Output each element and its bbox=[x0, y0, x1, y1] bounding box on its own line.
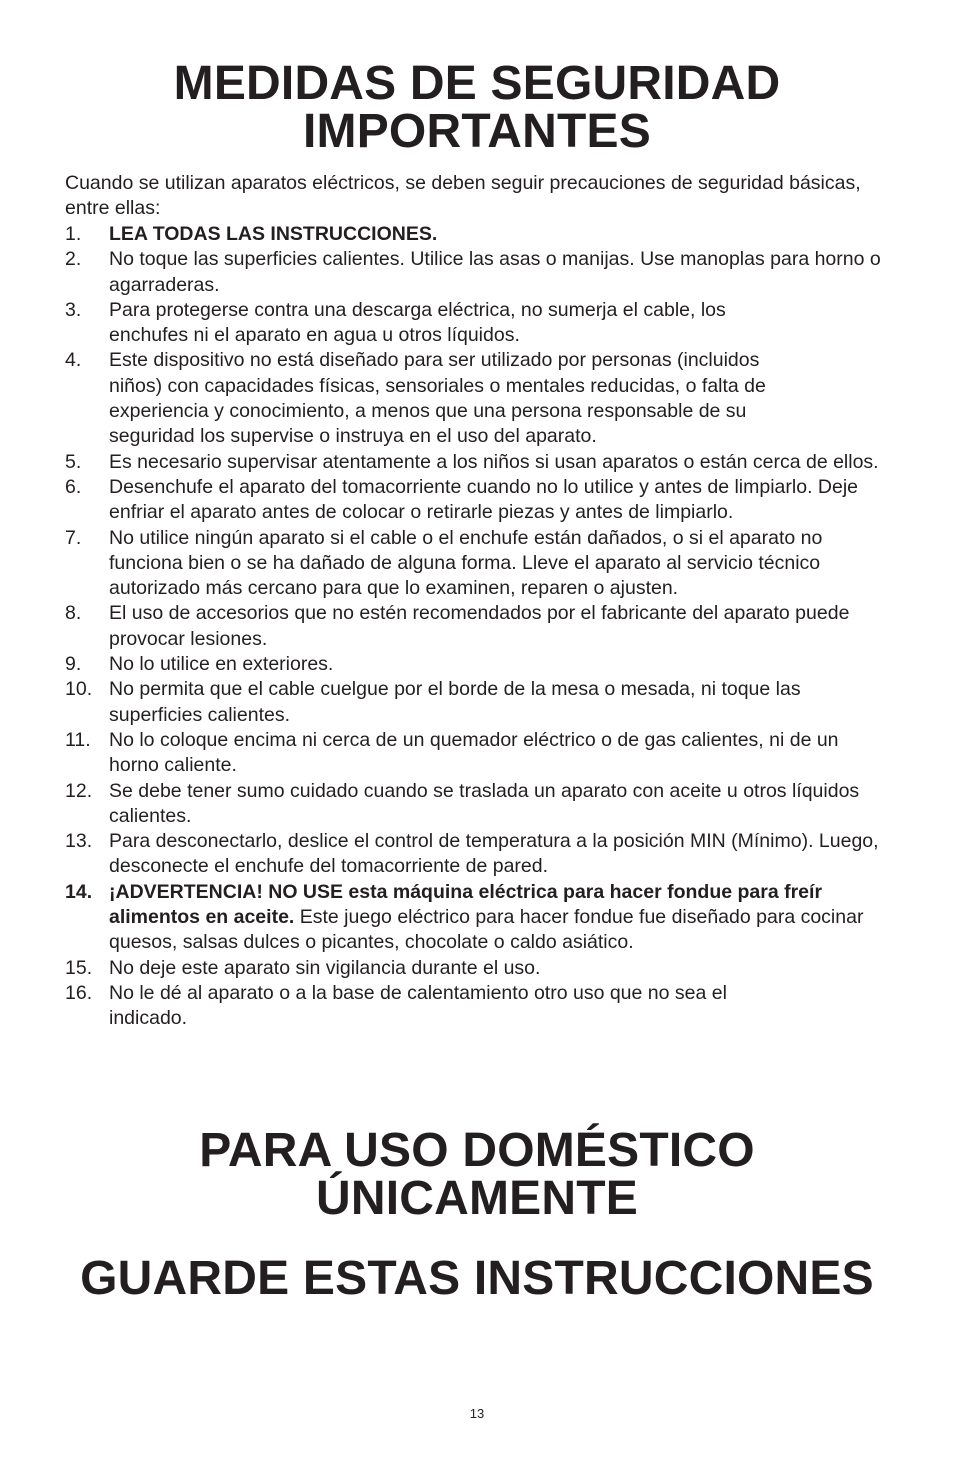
list-item bbox=[65, 222, 895, 247]
list-item bbox=[65, 298, 895, 349]
page-title-line-1: MEDIDAS DE SEGURIDAD bbox=[173, 57, 781, 110]
item-number: 16. bbox=[65, 981, 93, 1004]
list-item bbox=[65, 981, 895, 1032]
page-title-line-2: IMPORTANTES bbox=[303, 105, 651, 158]
item-number: 2. bbox=[65, 248, 82, 271]
item-number: 12. bbox=[65, 779, 93, 802]
home-use-heading bbox=[0, 1124, 954, 1225]
list-item bbox=[65, 450, 895, 475]
item-text: Se debe tener sumo cuidado cuando se traslada un aparato con aceite u otros líquidos calientes. bbox=[109, 779, 860, 827]
item-bold-text: LEA TODAS LAS INSTRUCCIONES. bbox=[109, 223, 438, 245]
list-item bbox=[65, 348, 895, 449]
item-text: No le dé al aparato o a la base de calentamiento otro uso que no sea el indicado. bbox=[109, 981, 727, 1030]
item-number: 1. bbox=[65, 223, 82, 245]
item-text: Para desconectarlo, deslice el control de temperatura a la posición MIN (Mínimo). Luego, desconecte el enchufe del tomacorriente de pared. bbox=[109, 830, 879, 878]
list-item bbox=[65, 829, 895, 880]
item-number: 9. bbox=[65, 653, 82, 676]
list-item bbox=[65, 956, 895, 981]
item-number: 5. bbox=[65, 450, 82, 473]
item-number: 14. bbox=[65, 880, 93, 903]
item-text: Es necesario supervisar atentamente a los niños si usan aparatos o están cerca de ellos. bbox=[109, 450, 879, 473]
item-number: 3. bbox=[65, 298, 82, 321]
list-item bbox=[65, 601, 895, 652]
item-number: 10. bbox=[65, 678, 93, 701]
list-item-warning bbox=[65, 880, 895, 956]
item-text: Este juego eléctrico para hacer fondue fue diseñado para cocinar quesos, salsas dulces o picantes, chocolate o caldo asiático. bbox=[109, 906, 864, 954]
warning-bold-text: ¡ADVERTENCIA! NO USE esta máquina eléctrica para hacer fondue para freír alimentos en aceite. bbox=[109, 880, 823, 929]
item-number: 8. bbox=[65, 602, 82, 625]
item-number: 13. bbox=[65, 830, 93, 853]
item-text: No permita que el cable cuelgue por el borde de la mesa o mesada, ni toque las superficies calientes. bbox=[109, 678, 801, 726]
item-text: Este dispositivo no está diseñado para ser utilizado por personas (incluidos niños) con capacidades físicas, sensoriales o mentales reducidas, o falta de experiencia y conocimiento, a menos que una persona responsable de su seguridad los supervise o instruya en el uso del aparato. bbox=[109, 349, 766, 448]
item-number: 4. bbox=[65, 349, 82, 372]
item-text: Desenchufe el aparato del tomacorriente cuando no lo utilice y antes de limpiarlo. Deje enfriar el aparato antes de colocar o retirarle piezas y antes de limpiarlo. bbox=[109, 475, 859, 524]
item-number: 7. bbox=[65, 526, 82, 549]
page-title bbox=[0, 57, 954, 158]
item-number: 15. bbox=[65, 956, 93, 979]
page-number: 13 bbox=[469, 1406, 485, 1421]
list-item bbox=[65, 652, 895, 677]
list-item bbox=[65, 779, 895, 830]
home-use-line-2: ÚNICAMENTE bbox=[316, 1172, 638, 1225]
list-item bbox=[65, 247, 895, 298]
item-number: 11. bbox=[65, 728, 91, 751]
item-text: No toque las superficies calientes. Utilice las asas o manijas. Use manoplas para horno o agarraderas. bbox=[109, 248, 881, 296]
list-item bbox=[65, 728, 895, 779]
item-text: No lo utilice en exteriores. bbox=[109, 653, 334, 676]
item-text: No deje este aparato sin vigilancia durante el uso. bbox=[109, 956, 541, 979]
item-text: Para protegerse contra una descarga eléctrica, no sumerja el cable, los enchufes ni el aparato en agua u otros líquidos. bbox=[109, 298, 726, 347]
item-number: 6. bbox=[65, 475, 82, 498]
list-item bbox=[65, 677, 895, 728]
list-item bbox=[65, 475, 895, 526]
safety-instructions-list bbox=[65, 222, 895, 1032]
item-text: No utilice ningún aparato si el cable o el enchufe están dañados, o si el aparato no funciona bien o se ha dañado de alguna forma. Lleve el aparato al servicio técnico autorizado más cercano para que lo examinen, reparen o ajusten. bbox=[109, 526, 823, 600]
item-text: El uso de accesorios que no estén recomendados por el fabricante del aparato puede provocar lesiones. bbox=[109, 602, 850, 650]
item-text: No lo coloque encima ni cerca de un quemador eléctrico o de gas calientes, ni de un horno caliente. bbox=[109, 728, 839, 777]
list-item bbox=[65, 526, 895, 602]
save-instructions-heading: GUARDE ESTAS INSTRUCCIONES bbox=[80, 1252, 874, 1305]
intro-paragraph: Cuando se utilizan aparatos eléctricos, se deben seguir precauciones de seguridad básicas, entre ellas: bbox=[65, 172, 861, 220]
home-use-line-1: PARA USO DOMÉSTICO bbox=[199, 1124, 755, 1177]
